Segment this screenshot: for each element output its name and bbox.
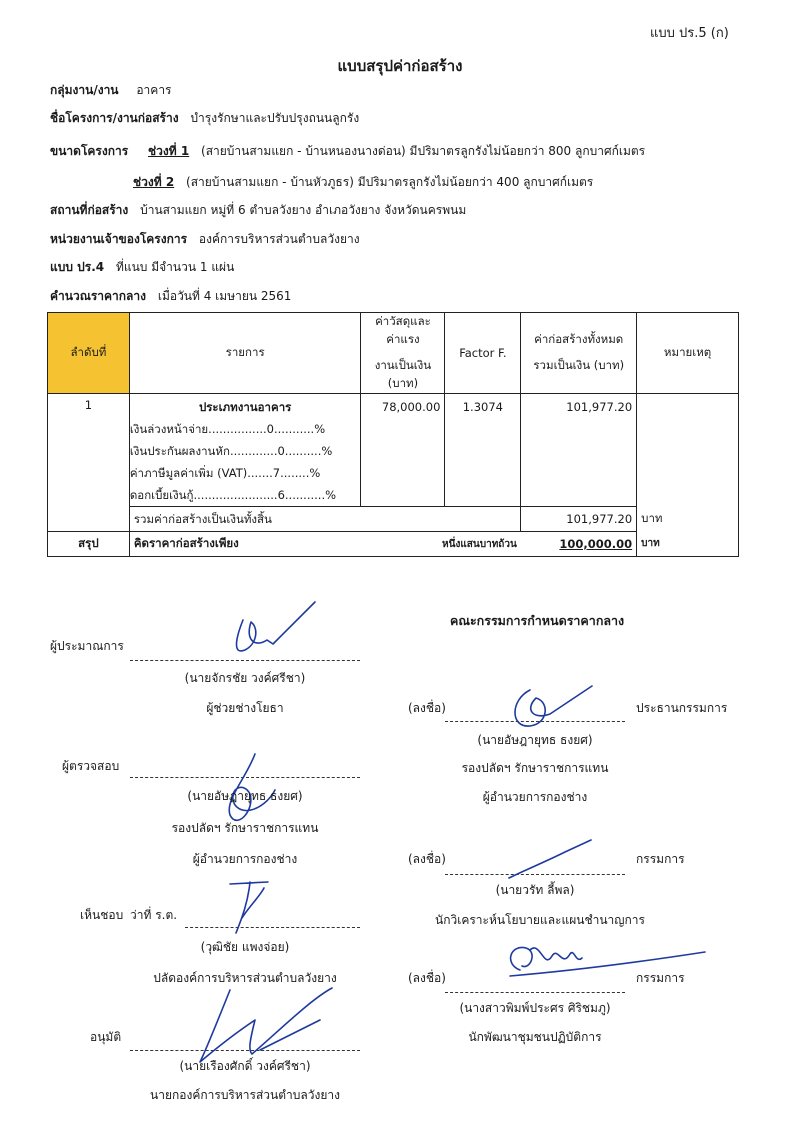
owner-label: หน่วยงานเจ้าของโครงการ — [50, 232, 188, 246]
row-category: ประเภทงานอาคาร — [198, 400, 292, 414]
member2-role: กรรมการ — [636, 971, 685, 985]
authorize-name: (นายเรืองศักดิ์ วงค์ศรีชา) — [179, 1059, 311, 1073]
authorize-signature — [180, 970, 340, 1070]
chair-name: (นายอัษฎายุทธ ธงยศ) — [477, 733, 593, 747]
part1-value: (สายบ้านสามแยก - บ้านหนองนางด่อน) มีปริมาตรลูกรังไม่น้อยกว่า 800 ลูกบาศก์เมตร — [201, 144, 646, 158]
member1-position: นักวิเคราะห์นโยบายและแผนชำนาญการ — [435, 913, 645, 927]
header-no: ลำดับที่ — [48, 313, 130, 394]
part2-label: ช่วงที่ 2 — [133, 175, 175, 189]
checker-label: ผู้ตรวจสอบ — [62, 759, 120, 773]
location-label: สถานที่ก่อสร้าง — [50, 203, 129, 217]
chair-position-1: รองปลัดฯ รักษาราชการแทน — [461, 761, 609, 775]
owner-value: องค์การบริหารส่วนตำบลวังยาง — [198, 232, 360, 246]
summary-words: หนึ่งแสนบาทถ้วน — [361, 532, 521, 557]
sum-value: 101,977.20 — [521, 507, 637, 532]
header-total — [521, 313, 637, 394]
row-item — [129, 394, 361, 507]
header-material — [361, 313, 445, 394]
part1-label: ช่วงที่ 1 — [148, 144, 190, 158]
group-label: กลุ่มงาน/งาน — [50, 83, 119, 97]
estimator-position: ผู้ช่วยช่างโยธา — [206, 701, 284, 715]
estimator-name: (นายจักรชัย วงค์ศรีชา) — [184, 671, 306, 685]
part2-value: (สายบ้านสามแยก - บ้านหัวภูธร) มีปริมาตรลูกรังไม่น้อยกว่า 400 ลูกบาศก์เมตร — [186, 175, 594, 189]
header-material-line1: ค่าวัสดุและค่าแรง — [375, 314, 431, 346]
group-line — [50, 80, 180, 100]
summary-row — [48, 532, 739, 557]
chair-role: ประธานกรรมการ — [636, 701, 728, 715]
form-code: แบบ ปร.5 (ก) — [650, 26, 729, 41]
form-line — [50, 257, 242, 277]
calc-line — [50, 286, 299, 306]
size-label: ขนาดโครงการ — [50, 144, 129, 158]
sum-baht: บาท — [637, 507, 739, 532]
checker-name: (นายอัษฎายุทธ ธงยศ) — [187, 789, 303, 803]
sum-row — [48, 507, 739, 532]
estimator-signature — [215, 600, 325, 670]
page-title: แบบสรุปค่าก่อสร้าง — [337, 57, 463, 75]
committee-title: คณะกรรมการกำหนดราคากลาง — [450, 613, 625, 628]
member1-sign-prefix: (ลงชื่อ) — [408, 852, 446, 866]
header-item: รายการ — [129, 313, 361, 394]
checker-position-2: ผู้อำนวยการกองช่าง — [192, 852, 298, 866]
member1-name: (นายวรัท ลี้พล) — [495, 883, 575, 897]
size-line — [50, 141, 653, 161]
header-factor: Factor F. — [445, 313, 521, 394]
approve-label: เห็นชอบ — [80, 908, 124, 922]
checker-position-1: รองปลัดฯ รักษาราชการแทน — [171, 821, 319, 835]
member2-sign-prefix: (ลงชื่อ) — [408, 971, 446, 985]
estimator-label: ผู้ประมาณการ — [50, 639, 124, 653]
approve-prefix: ว่าที่ ร.ต. — [130, 908, 178, 922]
summary-baht: บาท — [637, 532, 739, 557]
project-label: ชื่อโครงการ/งานก่อสร้าง — [50, 111, 179, 125]
row-material: 78,000.00 — [361, 394, 445, 507]
header-total-line2: รวมเป็นเงิน (บาท) — [533, 358, 625, 372]
member2-name: (นางสาวพิมพ์ประศร ศิริชมภู) — [459, 1001, 611, 1015]
header-remark: หมายเหตุ — [637, 313, 739, 394]
sum-label: รวมค่าก่อสร้างเป็นเงินทั้งสิ้น — [129, 507, 520, 532]
approve-signature — [228, 878, 288, 938]
member1-role: กรรมการ — [636, 852, 685, 866]
group-value: อาคาร — [136, 83, 172, 97]
authorize-label: อนุมัติ — [90, 1030, 122, 1044]
approve-name: (วุฒิชัย แพงจ่อย) — [200, 940, 290, 954]
calc-value: เมื่อวันที่ 4 เมษายน 2561 — [157, 289, 292, 303]
project-line — [50, 108, 367, 128]
summary-value: 100,000.00 — [521, 532, 637, 557]
row-factor: 1.3074 — [445, 394, 521, 507]
row-no: 1 — [48, 394, 130, 532]
row-remark — [637, 394, 739, 507]
table-header-row — [48, 313, 739, 394]
member1-signature — [505, 838, 595, 883]
detail-advance: เงินล่วงหน้าจ่าย................0...........% — [129, 422, 326, 436]
part2-line — [133, 172, 601, 192]
row-total: 101,977.20 — [521, 394, 637, 507]
detail-vat: ค่าภาษีมูลค่าเพิ่ม (VAT).......7........% — [129, 466, 321, 480]
project-value: บำรุงรักษาและปรับปรุงถนนลูกรัง — [190, 111, 360, 125]
chair-position-2: ผู้อำนวยการกองช่าง — [482, 790, 588, 804]
header-total-line1: ค่าก่อสร้างทั้งหมด — [534, 332, 624, 346]
detail-guarantee: เงินประกันผลงานหัก.............0..........% — [129, 444, 333, 458]
form-value: ที่แนบ มีจำนวน 1 แผ่น — [115, 260, 235, 274]
form-label: แบบ ปร.4 — [50, 260, 105, 274]
approve-position: ปลัดองค์การบริหารส่วนตำบลวังยาง — [153, 971, 337, 985]
member2-position: นักพัฒนาชุมชนปฏิบัติการ — [468, 1030, 602, 1044]
table-row — [48, 394, 739, 507]
detail-interest: ดอกเบี้ยเงินกู้.......................6...........% — [129, 488, 337, 502]
owner-line — [50, 229, 368, 249]
calc-label: คำนวณราคากลาง — [50, 289, 147, 303]
chair-sign-prefix: (ลงชื่อ) — [408, 701, 446, 715]
location-line — [50, 200, 474, 220]
cost-summary-table — [47, 312, 739, 557]
summary-label: สรุป — [48, 532, 130, 557]
header-material-line2: งานเป็นเงิน (บาท) — [374, 358, 432, 390]
location-value: บ้านสามแยก หมู่ที่ 6 ตำบลวังยาง อำเภอวังยาง จังหวัดนครพนม — [140, 203, 467, 217]
member2-sign-line — [445, 992, 625, 993]
summary-text: คิดราคาก่อสร้างเพียง — [129, 532, 361, 557]
authorize-position: นายกองค์การบริหารส่วนตำบลวังยาง — [150, 1088, 340, 1102]
